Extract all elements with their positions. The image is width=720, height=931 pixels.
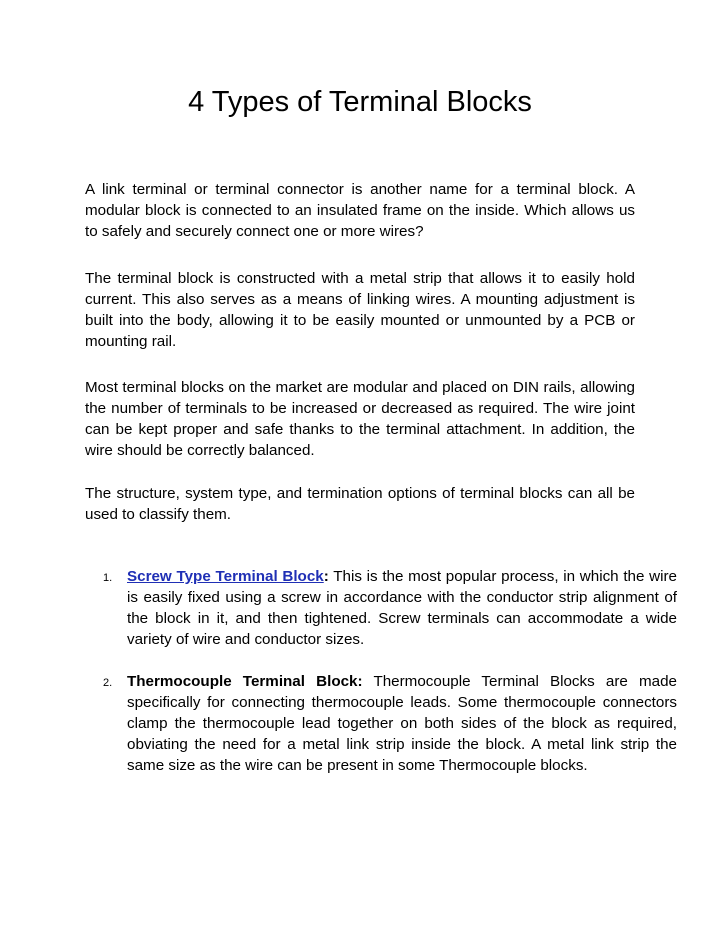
page-title: 4 Types of Terminal Blocks [188,86,532,118]
list-item [85,671,677,776]
list-item [85,566,677,650]
paragraph-din-rails: Most terminal blocks on the market are modular and placed on DIN rails, allowing the number of terminals to be increased or decreased as required. The wire joint can be kept proper and safe thanks to the terminal attachment. In addition, the wire should be correctly balanced. [85,379,635,459]
paragraph-construction: The terminal block is constructed with a metal strip that allows it to easily hold current. This also serves as a means of linking wires. A mounting adjustment is built into the body, allowing it to be easily mounted or unmounted by a PCB or mounting rail. [85,270,635,350]
list-item-text: This is the most popular process, in which the wire is easily fixed using a screw in accordance with the conductor strip alignment of the block in it, and then tightened. Screw terminals can accommodate a wide variety of wire and conductor sizes. [127,568,677,648]
screw-type-terminal-block-link[interactable]: Screw Type Terminal Block [127,568,324,585]
paragraph-classification: The structure, system type, and termination options of terminal blocks can all be used to classify them. [85,485,635,523]
list-number: 1. [103,572,113,584]
paragraph-intro: A link terminal or terminal connector is another name for a terminal block. A modular block is connected to an insulated frame on the inside. Which allows us to safely and securely connect one or more wires? [85,181,635,240]
list-item-text: Thermocouple Terminal Blocks are made specifically for connecting thermocouple leads. Some thermocouple connectors clamp the thermocouple lead together on both sides of the block as required, obviating the need for a metal link strip inside the block. A metal link strip the same size as the wire can be present in some Thermocouple blocks. [127,673,677,774]
list-heading-colon: : [323,568,329,585]
list-number: 2. [103,677,113,689]
list-heading: Thermocouple Terminal Block: [127,673,363,690]
